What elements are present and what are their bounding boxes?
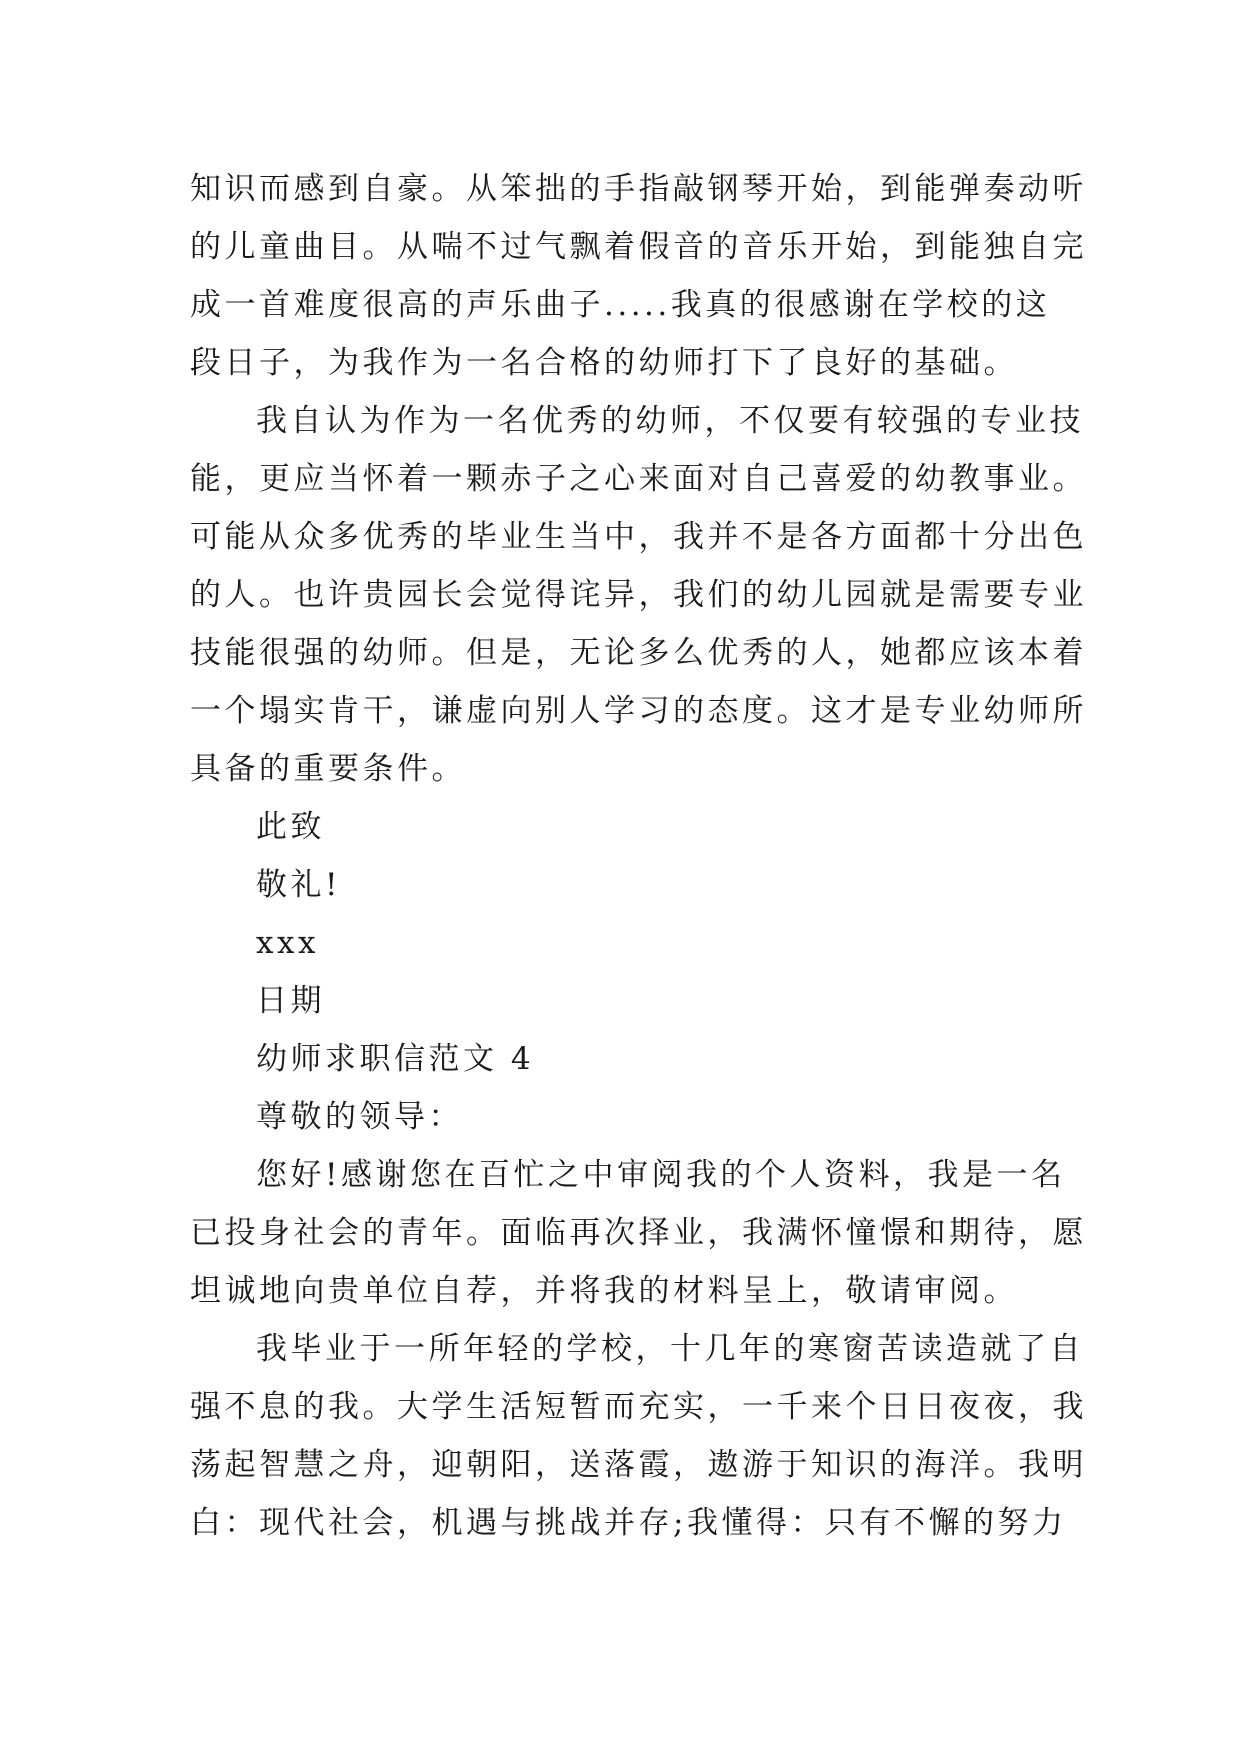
text-line: 技能很强的幼师。但是，无论多么优秀的人，她都应该本着 (190, 635, 1087, 671)
paragraph-first-line: 我自认为作为一名优秀的幼师，不仅要有较强的专业技 (256, 403, 1084, 439)
text-line: 知识而感到自豪。从笨拙的手指敲钢琴开始，到能弹奏动听 (190, 171, 1087, 207)
text-line: 坦诚地向贵单位自荐，并将我的材料呈上，敬请审阅。 (190, 1273, 1018, 1309)
text-line: 具备的重要条件。 (190, 751, 466, 787)
closing-salutation: 此致 (256, 809, 325, 845)
text-line: 的人。也许贵园长会觉得诧异，我们的幼儿园就是需要专业 (190, 577, 1087, 613)
signature-date: 日期 (256, 983, 325, 1019)
text-line: 荡起智慧之舟，迎朝阳，送落霞，遨游于知识的海洋。我明 (190, 1447, 1087, 1483)
letter-greeting: 尊敬的领导： (256, 1099, 463, 1135)
signature-name: xxx (256, 925, 319, 961)
paragraph-first-line: 您好!感谢您在百忙之中审阅我的个人资料，我是一名 (256, 1157, 1066, 1193)
text-line: 强不息的我。大学生活短暂而充实，一千来个日日夜夜，我 (190, 1389, 1087, 1425)
text-line: 已投身社会的青年。面临再次择业，我满怀憧憬和期待，愿 (190, 1215, 1087, 1251)
text-line: 段日子，为我作为一名合格的幼师打下了良好的基础。 (190, 345, 1018, 381)
closing-regards: 敬礼! (256, 867, 341, 903)
section-heading: 幼师求职信范文 4 (256, 1041, 535, 1077)
paragraph-first-line: 我毕业于一所年轻的学校，十几年的寒窗苦读造就了自 (256, 1331, 1084, 1367)
text-line: 一个塌实肯干，谦虚向别人学习的态度。这才是专业幼师所 (190, 693, 1087, 729)
text-line: 可能从众多优秀的毕业生当中，我并不是各方面都十分出色 (190, 519, 1087, 555)
text-line: 成一首难度很高的声乐曲子.....我真的很感谢在学校的这 (190, 287, 1051, 323)
text-line: 的儿童曲目。从喘不过气飘着假音的音乐开始，到能独自完 (190, 229, 1087, 265)
text-line: 白：现代社会，机遇与挑战并存;我懂得：只有不懈的努力 (190, 1505, 1067, 1541)
text-line: 能，更应当怀着一颗赤子之心来面对自己喜爱的幼教事业。 (190, 461, 1087, 497)
